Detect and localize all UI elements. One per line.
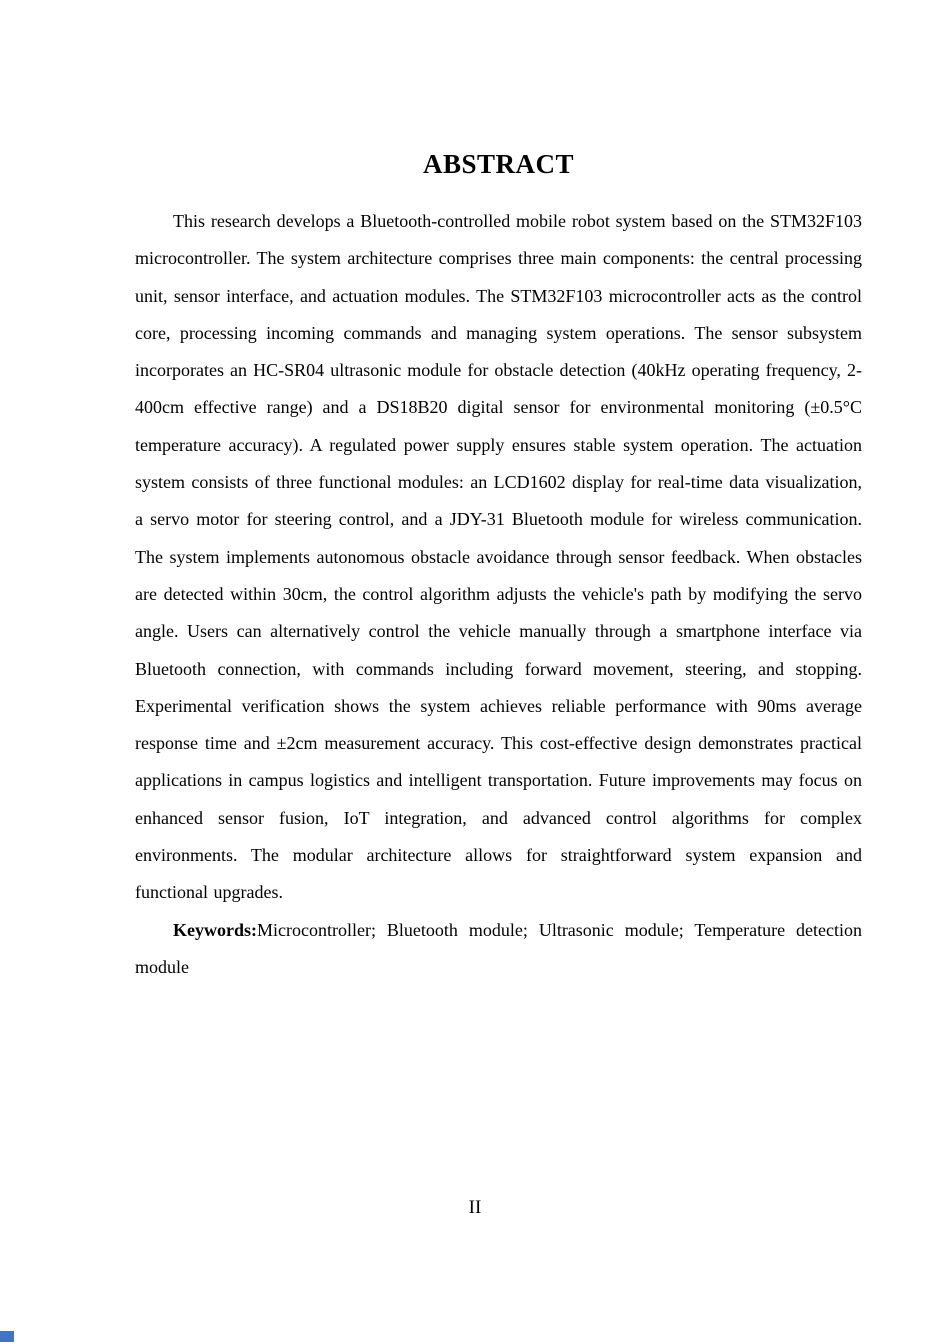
abstract-paragraph: This research develops a Bluetooth-controlled mobile robot system based on the STM32F103 microcontroller. The system architecture comprises three main components: the central processing unit, sensor interface, and actuation modules. The STM32F103 microcontroller acts as the control core, processing incoming commands and managing system operations. The sensor subsystem incorporates an HC-SR04 ultrasonic module for obstacle detection (40kHz operating frequency, 2-400cm effective range) and a DS18B20 digital sensor for environmental monitoring (±0.5°C temperature accuracy). A regulated power supply ensures stable system operation. The actuation system consists of three functional modules: an LCD1602 display for real-time data visualization, a servo motor for steering control, and a JDY-31 Bluetooth module for wireless communication. The system implements autonomous obstacle avoidance through sensor feedback. When obstacles are detected within 30cm, the control algorithm adjusts the vehicle's path by modifying the servo angle. Users can alternatively control the vehicle manually through a smartphone interface via Bluetooth connection, with commands including forward movement, steering, and stopping. Experimental verification shows the system achieves reliable performance with 90ms average response time and ±2cm measurement accuracy. This cost-effective design demonstrates practical applications in campus logistics and intelligent transportation. Future improvements may focus on enhanced sensor fusion, IoT integration, and advanced control algorithms for complex environments. The modular architecture allows for straightforward system expansion and functional upgrades. — [135, 211, 862, 903]
page-number: II — [468, 1197, 482, 1218]
keywords-text: Microcontroller; Bluetooth module; Ultrasonic module; Temperature detection module — [135, 919, 862, 977]
keywords-label: Keywords: — [173, 919, 257, 940]
abstract-section — [135, 148, 862, 986]
page-title: ABSTRACT — [422, 149, 575, 179]
keywords-paragraph — [135, 912, 862, 987]
blue-corner-marker-icon — [0, 1331, 14, 1342]
